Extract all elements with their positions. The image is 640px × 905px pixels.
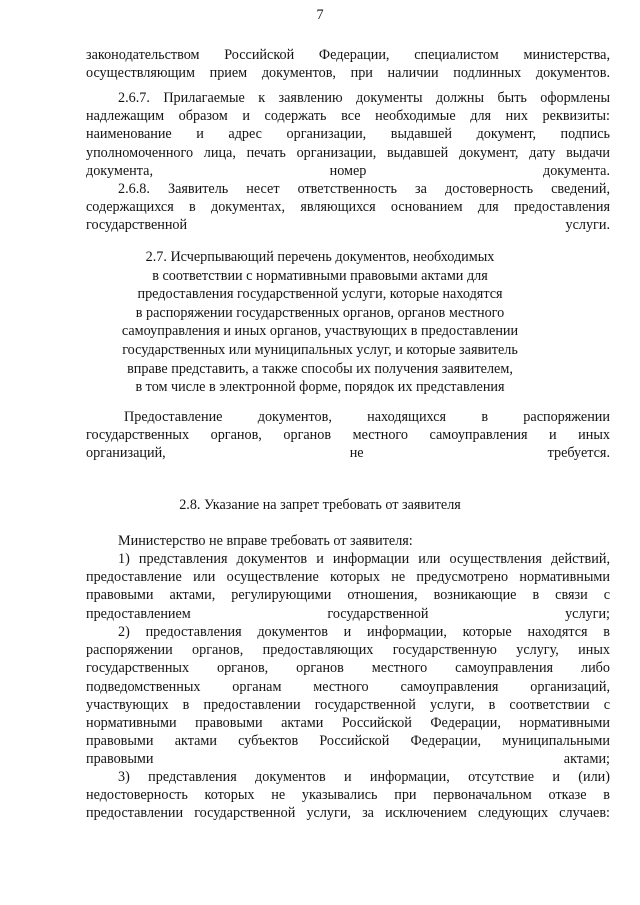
paragraph-continuation [86, 46, 610, 82]
heading-line: 2.7. Исчерпывающий перечень документов, необходимых [145, 249, 495, 265]
text-line: законодательством Российской Федерации, специалистом министерства, [86, 47, 610, 63]
heading-line: государственных или муниципальных услуг, и которые заявитель [122, 341, 518, 358]
text-line: содержащихся в документах, являющихся основанием для предоставления [86, 199, 610, 216]
text-line: Предоставление документов, находящихся в распоряжении [124, 409, 610, 425]
text-line: правовыми актами; [86, 751, 610, 768]
text-line: предоставлении государственной услуги, за исключением следующих случаев: [86, 805, 610, 822]
text-line: 2.6.8. Заявитель несет ответственность за достоверность сведений, [118, 181, 610, 197]
paragraph-2-7-text [86, 408, 610, 463]
heading-line: предоставления государственной услуги, которые находятся [137, 286, 503, 303]
section-heading-2-8: 2.8. Указание на запрет требовать от заявителя [179, 497, 461, 513]
text-line: организаций, не требуется. [86, 445, 610, 462]
page-number: 7 [316, 7, 324, 23]
text-line: 2) предоставления документов и информации, которые находятся в [118, 624, 610, 640]
list-item-2 [86, 623, 610, 769]
text-line: государственных органов, органов местного самоуправления либо [86, 660, 610, 677]
text-line: подведомственных органам местного самоуправления организаций, [86, 678, 610, 695]
heading-line: в соответствии с нормативными правовыми актами для [152, 267, 488, 284]
list-item-1 [86, 550, 610, 623]
text-line: Министерство не вправе требовать от заявителя: [118, 533, 413, 549]
list-item-3 [86, 768, 610, 823]
text-line: недостоверность которых не указывались при первоначальном отказе в [86, 787, 610, 804]
text-line: государственной услуги. [86, 217, 610, 234]
heading-line: вправе представить, а также способы их получения заявителем, [127, 360, 513, 377]
heading-line: в том числе в электронной форме, порядок их представления [135, 379, 505, 396]
text-line: уполномоченного лица, печать организации, выдавшей документ, дату выдачи [86, 144, 610, 161]
text-line: правовыми актами субъектов Российской Федерации, муниципальными [86, 733, 610, 750]
text-line: надлежащим образом и содержать все необходимые для них реквизиты: [86, 108, 610, 125]
text-line: государственных органов, органов местного самоуправления и иных [86, 427, 610, 444]
text-line: предоставлением государственной услуги; [86, 605, 610, 622]
text-line: 3) представления документов и информации, отсутствие и (или) [118, 769, 610, 785]
text-line: 1) представления документов и информации или осуществления действий, [118, 551, 610, 567]
text-line: осуществляющим прием документов, при наличии подлинных документов. [86, 65, 610, 82]
section-heading-2-7 [100, 248, 540, 397]
paragraph-2-6-8 [86, 180, 610, 235]
text-line: документа, номер документа. [86, 162, 610, 179]
text-line: 2.6.7. Прилагаемые к заявлению документы должны быть оформлены [118, 90, 610, 106]
text-line: участвующих в предоставлении государственной услуги, в соответствии с [86, 696, 610, 713]
text-line: правовыми актами, регулирующими отношения, возникающие в связи с [86, 587, 610, 604]
heading-line: самоуправления и иных органов, участвующих в предоставлении [121, 323, 519, 340]
text-line: нормативными правовыми актами Российской Федерации, нормативными [86, 715, 610, 732]
text-line: распоряжении органов, предоставляющих государственную услугу, иных [86, 642, 610, 659]
heading-line: в распоряжении государственных органов, органов местного [135, 304, 505, 321]
paragraph-intro [86, 532, 610, 550]
paragraph-2-6-7 [86, 89, 610, 180]
text-line: наименование и адрес организации, выдавшей документ, подпись [86, 126, 610, 143]
text-line: предоставление или осуществление которых не предусмотрено нормативными [86, 569, 610, 586]
